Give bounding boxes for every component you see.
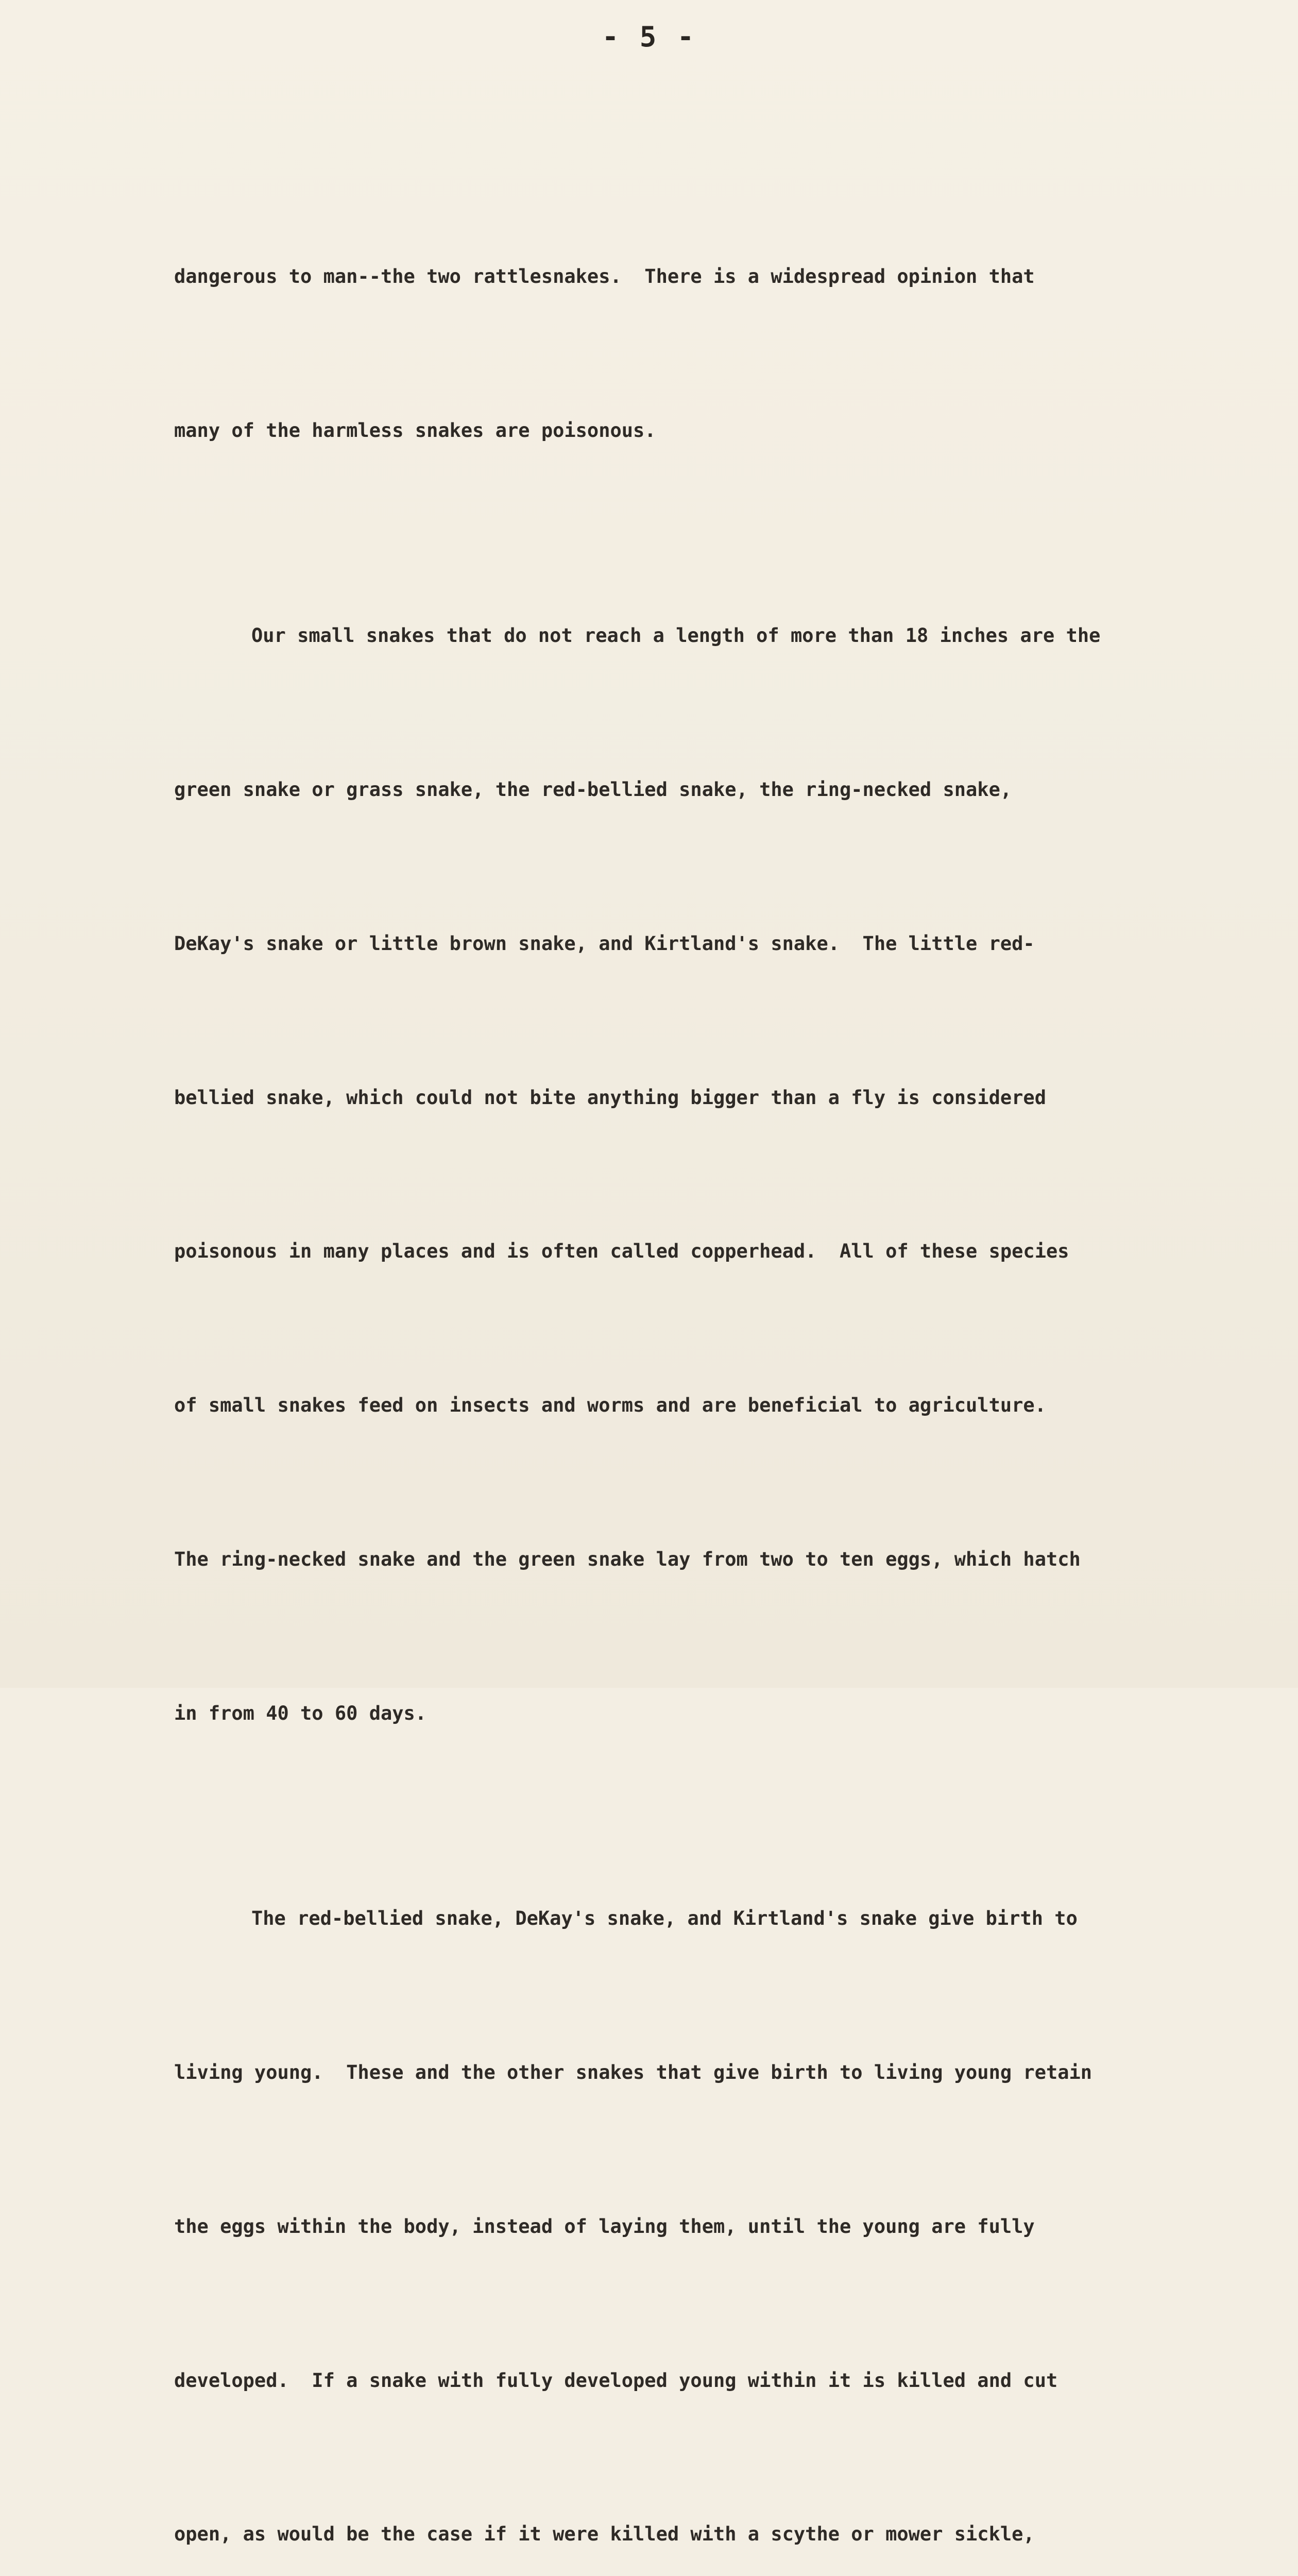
page-number: - 5 - (602, 21, 696, 53)
text-line: living young. These and the other snakes that give birth to living young retain (174, 2061, 1092, 2083)
text-line: poisonous in many places and is often called copperhead. All of these species (174, 1240, 1069, 1263)
text-line: The ring-necked snake and the green snake lay from two to ten eggs, which hatch (174, 1548, 1081, 1571)
text-line: of small snakes feed on insects and worms and are beneficial to agriculture. (174, 1394, 1046, 1417)
text-line: bellied snake, which could not bite anything bigger than a fly is considered (174, 1086, 1046, 1109)
text-line: dangerous to man--the two rattlesnakes. There is a widespread opinion that (174, 265, 1035, 288)
text-line: in from 40 to 60 days. (174, 1702, 427, 1724)
text-line: the eggs within the body, instead of laying them, until the young are fully (174, 2215, 1035, 2238)
text-line: The red-bellied snake, DeKay's snake, and Kirtland's snake give birth to (251, 1907, 1078, 1930)
text-line: DeKay's snake or little brown snake, and Kirtland's snake. The little red- (174, 932, 1035, 955)
text-line: developed. If a snake with fully developed young within it is killed and cut (174, 2369, 1058, 2392)
text-line: many of the harmless snakes are poisonous. (174, 419, 656, 442)
text-line: green snake or grass snake, the red-bellied snake, the ring-necked snake, (174, 778, 1012, 801)
text-line: Our small snakes that do not reach a length of more than 18 inches are the (251, 624, 1101, 647)
text-line: open, as would be the case if it were killed with a scythe or mower sickle, (174, 2523, 1035, 2546)
body-text (174, 148, 1251, 2576)
